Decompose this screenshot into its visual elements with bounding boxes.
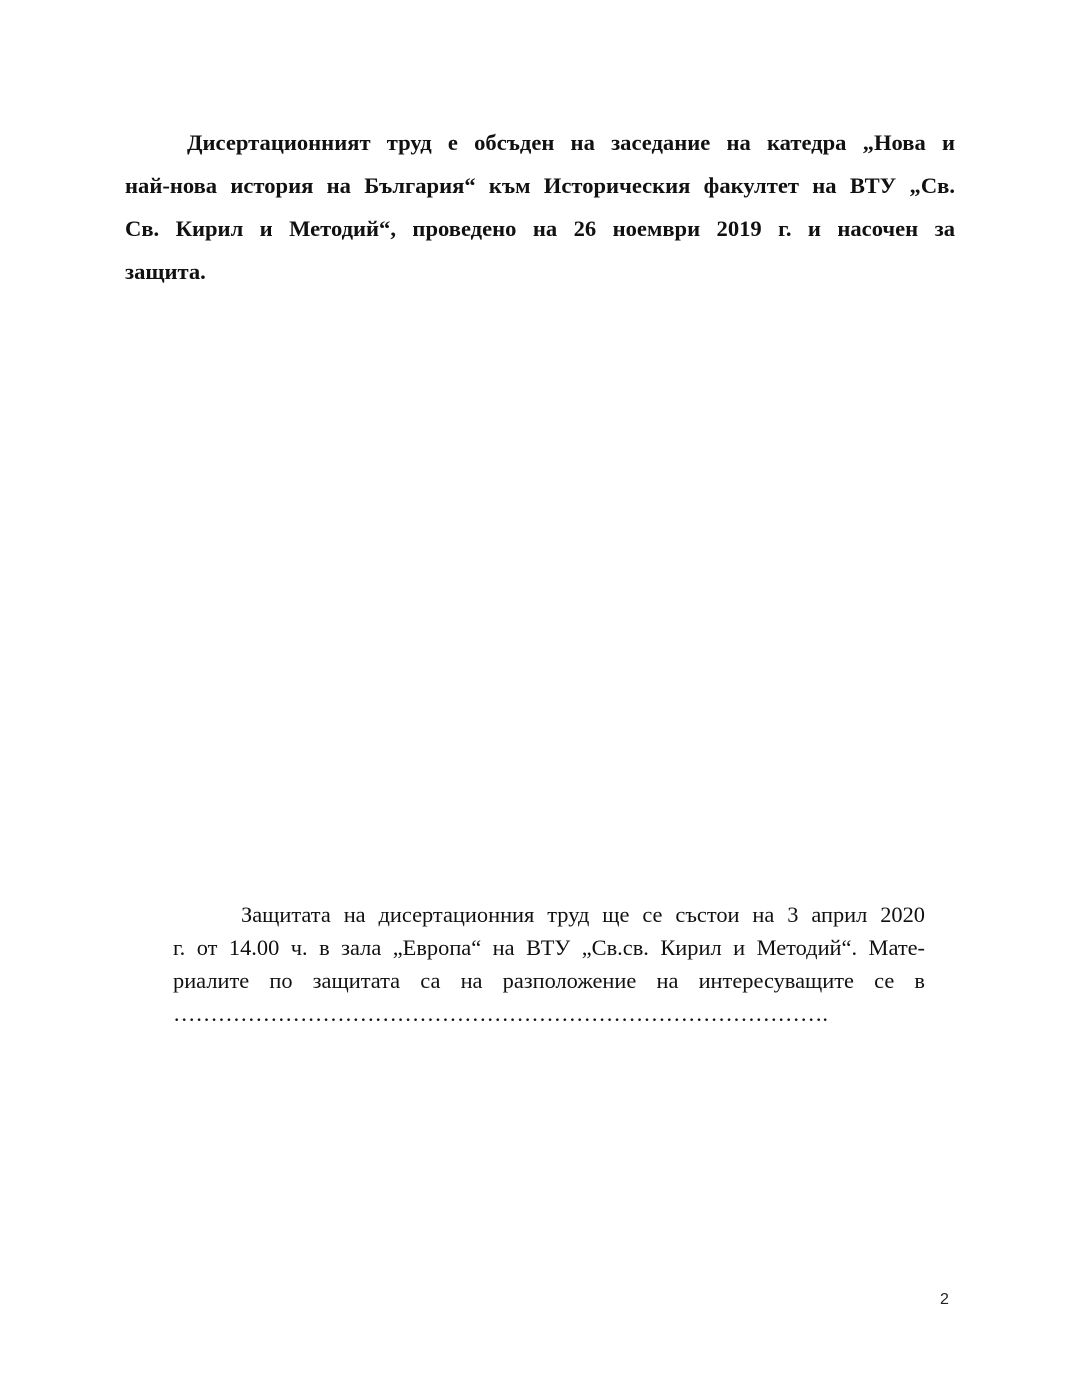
defense-paragraph <box>173 898 925 1030</box>
defense-paragraph-line: Защитата на дисертационния труд ще се състои на 3 април 2020 <box>241 902 925 927</box>
defense-paragraph-line: риалите по защитата са на разположение на интересуващите се в <box>173 968 925 993</box>
intro-paragraph-line: Св. Кирил и Методий“, проведено на 26 ноември 2019 г. и насочен за <box>125 216 955 241</box>
intro-paragraph <box>125 121 955 293</box>
intro-paragraph-line: защита. <box>125 259 206 284</box>
intro-paragraph-line: най-нова история на България“ към Историческия факултет на ВТУ „Св. <box>125 173 955 198</box>
page-number: 2 <box>940 1291 949 1308</box>
defense-paragraph-line: г. от 14.00 ч. в зала „Европа“ на ВТУ „Св.св. Кирил и Методий“. Мате- <box>173 935 925 960</box>
intro-paragraph-line: Дисертационният труд е обсъден на заседание на катедра „Нова и <box>187 130 955 155</box>
defense-paragraph-dotted-line: ……………………………………………………………………………. <box>173 1001 828 1026</box>
